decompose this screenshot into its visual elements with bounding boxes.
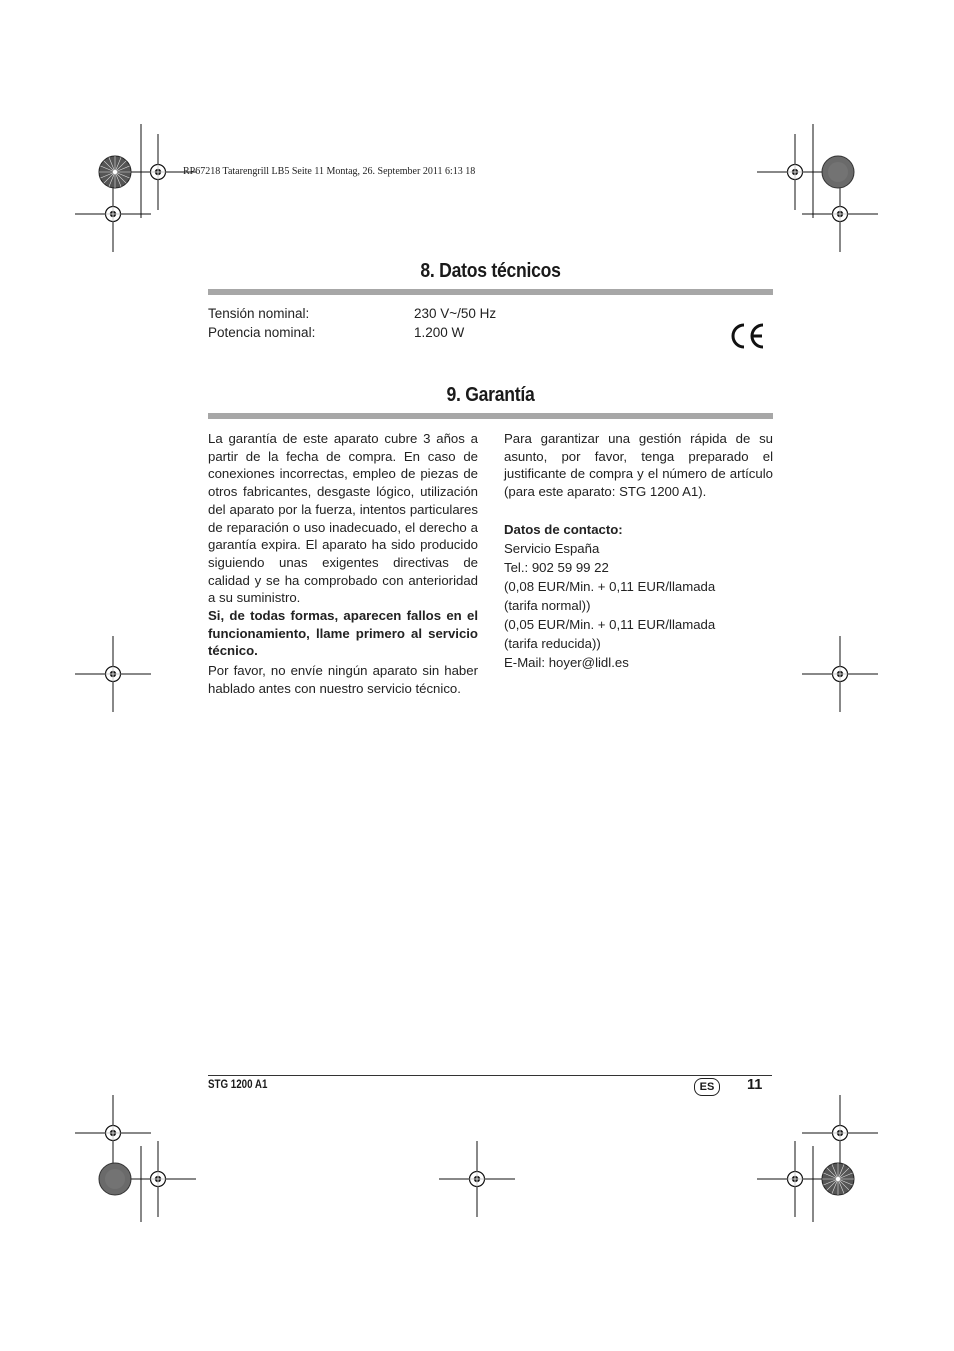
warranty-right-paragraph: Para garantizar una gestión rápida de su asunto, por favor, tenga preparado el justificante de compra y el número de artículo (para este aparato: STG 1200 A1). bbox=[504, 431, 773, 500]
footer-rule bbox=[208, 1075, 772, 1076]
section-9-rule bbox=[208, 413, 773, 419]
section-8-rule bbox=[208, 289, 773, 295]
page-number: 11 bbox=[747, 1077, 763, 1093]
spec-value-voltage: 230 V~/50 Hz bbox=[414, 306, 497, 321]
spec-label-voltage: Tensión nominal: bbox=[208, 306, 310, 321]
warranty-left-column bbox=[208, 430, 478, 698]
warranty-right-column bbox=[504, 430, 773, 672]
spec-value-power: 1.200 W bbox=[414, 325, 465, 340]
contact-email: E-Mail: hoyer@lidl.es bbox=[504, 654, 629, 670]
warranty-paragraph-1: La garantía de este aparato cubre 3 años a partir de la fecha de compra. En caso de conexiones incorrectas, empleo de piezas de otros fabricantes, desgaste lógico, utilización del aparato por la fuerza, intentos particulares de reparación o uso inadecuado, el derecho a garantía expira. El aparato ha sido producido siguiendo unas exigentes directivas de calidad y se ha comprobado con anterioridad a su suministro. bbox=[208, 431, 478, 606]
warranty-paragraph-2 bbox=[208, 607, 478, 660]
contact-line: (tarifa normal)) bbox=[504, 597, 591, 613]
section-9-title: 9. Garantía bbox=[446, 384, 535, 406]
spec-label-power: Potencia nominal: bbox=[208, 325, 316, 340]
contact-heading: Datos de contacto: bbox=[504, 521, 623, 537]
section-8-title: 8. Datos técnicos bbox=[420, 260, 561, 282]
contact-line: (0,08 EUR/Min. + 0,11 EUR/llamada bbox=[504, 578, 716, 594]
warranty-bold-notice: Si, de todas formas, aparecen fallos en el funcionamiento, llame primero al servicio técnico. bbox=[208, 608, 478, 659]
ce-mark-icon bbox=[730, 322, 766, 350]
footer-model: STG 1200 A1 bbox=[208, 1079, 268, 1091]
contact-line: Tel.: 902 59 99 22 bbox=[504, 559, 609, 575]
contact-line: (0,05 EUR/Min. + 0,11 EUR/llamada bbox=[504, 616, 716, 632]
language-badge: ES bbox=[694, 1078, 720, 1096]
print-info-line: RP67218 Tatarengrill LB5 Seite 11 Montag, 26. September 2011 6:13 18 bbox=[183, 166, 476, 177]
warranty-paragraph-3: Por favor, no envíe ningún aparato sin haber hablado antes con nuestro servicio técnico. bbox=[208, 663, 478, 696]
contact-line: (tarifa reducida)) bbox=[504, 635, 601, 651]
contact-line: Servicio España bbox=[504, 540, 600, 556]
